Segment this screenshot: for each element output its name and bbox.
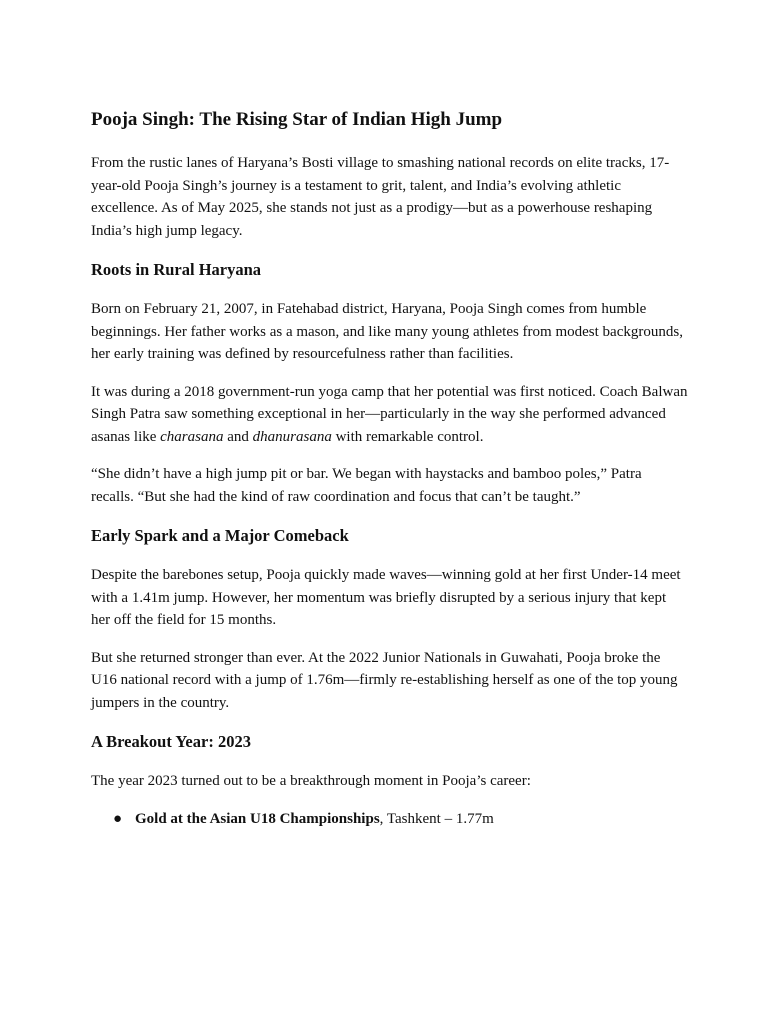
intro-paragraph: From the rustic lanes of Haryana’s Bosti village to smashing national records on elite tracks, 17-year-old Pooja Singh’s journey is a testament to grit, talent, and India’s evolving athletic excellence. As of May 2025, she stands not just as a prodigy—but as a powerhouse reshaping India’s high jump legacy.: [91, 155, 670, 239]
comeback-paragraph-1: Despite the barebones setup, Pooja quickly made waves—winning gold at her first Under-14 meet with a 1.41m jump. However, her momentum was briefly disrupted by a serious injury that kept her off the field for 15 months.: [91, 567, 681, 628]
list-item: [91, 808, 688, 831]
roots-quote-paragraph: “She didn’t have a high jump pit or bar. We began with haystacks and bamboo poles,” Patra recalls. “But she had the kind of raw coordination and focus that can’t be taught.”: [91, 466, 642, 505]
text-run: It was during a 2018 government-run yoga camp that her potential was first noticed. Coach Balwan Singh Patra saw something exceptional in her—particularly in the way she performed advanced asanas like: [91, 383, 688, 445]
achievement-title: Gold at the Asian U18 Championships: [135, 810, 380, 827]
achievements-list: [91, 808, 688, 831]
section-heading-roots: Roots in Rural Haryana: [91, 260, 262, 279]
text-run: and: [223, 428, 253, 445]
section-heading-breakout: A Breakout Year: 2023: [91, 732, 251, 751]
italic-term-charasana: charasana: [160, 428, 224, 445]
breakout-paragraph-1: The year 2023 turned out to be a breakthrough moment in Pooja’s career:: [91, 773, 531, 789]
text-run: with remarkable control.: [331, 428, 484, 445]
roots-paragraph-2: [91, 381, 688, 449]
section-heading-comeback: Early Spark and a Major Comeback: [91, 526, 349, 545]
comeback-paragraph-2: But she returned stronger than ever. At the 2022 Junior Nationals in Guwahati, Pooja broke the U16 national record with a jump of 1.76m—firmly re-establishing herself as one of the top young jumpers in the country.: [91, 649, 678, 711]
roots-paragraph-1: Born on February 21, 2007, in Fatehabad district, Haryana, Pooja Singh comes from humble beginnings. Her father works as a mason, and like many young athletes from modest backgrounds, her early training was defined by resourcefulness rather than facilities.: [91, 301, 683, 362]
bullet-icon: ●: [113, 810, 123, 827]
achievement-detail: , Tashkent – 1.77m: [379, 810, 494, 827]
italic-term-dhanurasana: dhanurasana: [252, 428, 332, 445]
article-title: Pooja Singh: The Rising Star of Indian High Jump: [91, 109, 503, 130]
